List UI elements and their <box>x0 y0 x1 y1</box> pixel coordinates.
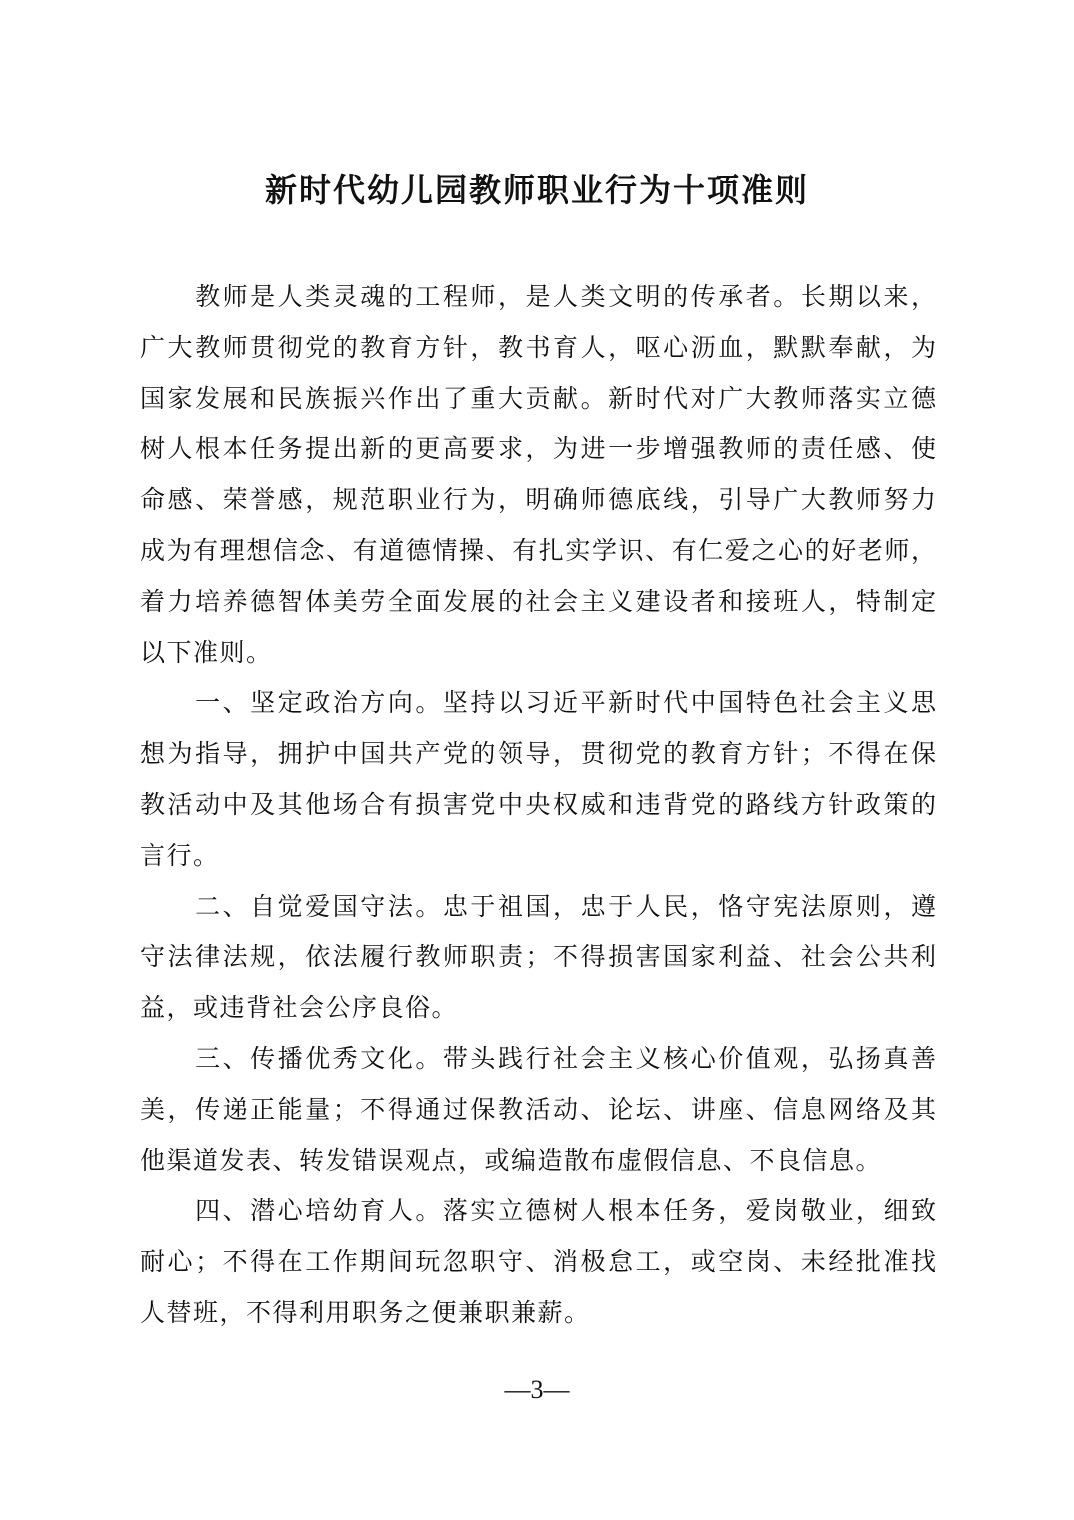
document-title: 新时代幼儿园教师职业行为十项准则 <box>264 171 809 209</box>
text-line: 着力培养德智体美劳全面发展的社会主义建设者和接班人，特制定 <box>140 586 936 616</box>
text-line: 益，或违背社会公序良俗。 <box>140 993 459 1023</box>
text-line: 二、自觉爱国守法。忠于祖国，忠于人民，恪守宪法原则，遵 <box>140 891 936 921</box>
text-line: 教师是人类灵魂的工程师，是人类文明的传承者。长期以来， <box>140 282 936 311</box>
document-body <box>140 272 936 1339</box>
text-line: 人替班，不得利用职务之便兼职兼薪。 <box>140 1297 591 1327</box>
text-line: 守法律法规，依法履行教师职责；不得损害国家利益、社会公共利 <box>140 942 936 972</box>
text-line: 四、潜心培幼育人。落实立德树人根本任务，爱岗敬业，细致 <box>140 1196 936 1226</box>
text-line: 广大教师贯彻党的教育方针，教书育人，呕心沥血，默默奉献，为 <box>140 332 936 362</box>
text-line: 以下准则。 <box>140 637 273 667</box>
text-line: 三、传播优秀文化。带头践行社会主义核心价值观，弘扬真善 <box>140 1043 936 1073</box>
text-line: 树人根本任务提出新的更高要求，为进一步增强教师的责任感、使 <box>140 434 936 464</box>
text-line: 美，传递正能量；不得通过保教活动、论坛、讲座、信息网络及其 <box>140 1094 936 1124</box>
text-line: 命感、荣誉感，规范职业行为，明确师德底线，引导广大教师努力 <box>140 485 936 515</box>
text-line: 言行。 <box>140 840 220 870</box>
text-line: 成为有理想信念、有道德情操、有扎实学识、有仁爱之心的好老师， <box>140 535 936 565</box>
text-line: 教活动中及其他场合有损害党中央权威和违背党的路线方针政策的 <box>140 789 936 819</box>
text-line: 想为指导，拥护中国共产党的领导，贯彻党的教育方针；不得在保 <box>140 739 936 769</box>
text-line: 耐心；不得在工作期间玩忽职守、消极怠工，或空岗、未经批准找 <box>140 1247 936 1277</box>
text-line: 国家发展和民族振兴作出了重大贡献。新时代对广大教师落实立德 <box>140 383 936 413</box>
page-number: —3— <box>504 1375 570 1404</box>
text-line: 他渠道发表、转发错误观点，或编造散布虚假信息、不良信息。 <box>140 1145 883 1175</box>
text-line: 一、坚定政治方向。坚持以习近平新时代中国特色社会主义思 <box>140 688 936 718</box>
